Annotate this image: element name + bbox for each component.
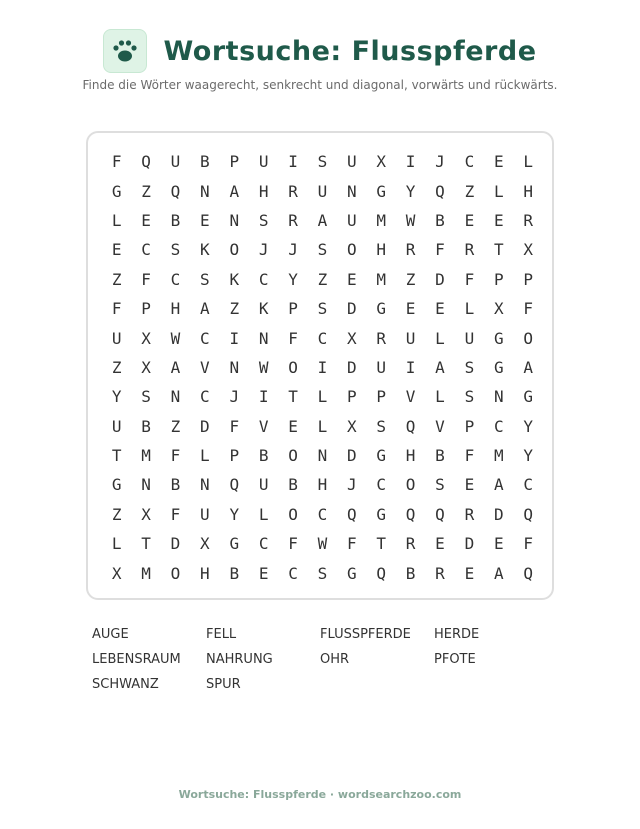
grid-cell[interactable]: P [288, 299, 298, 319]
grid-cell[interactable]: X [141, 504, 151, 524]
grid-cell[interactable]: F [111, 152, 122, 172]
grid-cell[interactable]: O [288, 504, 298, 524]
grid-cell[interactable]: S [200, 269, 210, 289]
grid-cell[interactable]: G [111, 181, 122, 201]
grid-cell[interactable]: S [317, 240, 328, 260]
grid-cell[interactable]: N [258, 328, 269, 348]
grid-cell[interactable]: E [493, 210, 504, 230]
grid-cell[interactable]: U [111, 328, 122, 348]
grid-cell[interactable]: L [523, 152, 533, 172]
grid-cell[interactable]: U [405, 328, 416, 348]
grid-cell[interactable]: O [523, 328, 533, 348]
grid-cell[interactable]: B [229, 563, 240, 583]
word-item: HERDE [434, 627, 480, 642]
grid-cell[interactable]: R [376, 328, 387, 348]
grid-cell[interactable]: E [435, 534, 445, 554]
grid-cell[interactable]: F [347, 534, 357, 554]
grid-cell[interactable]: G [376, 446, 387, 466]
grid-cell[interactable]: X [347, 328, 357, 348]
grid-cell[interactable]: W [170, 328, 181, 348]
word-item: OHR [320, 652, 350, 667]
grid-cell[interactable]: Z [170, 416, 181, 436]
grid-cell[interactable]: V [405, 387, 416, 407]
grid-cell[interactable]: T [141, 534, 151, 554]
grid-cell[interactable]: C [493, 416, 504, 436]
grid-cell[interactable]: F [111, 299, 122, 319]
grid-cell[interactable]: F [523, 534, 533, 554]
grid-cell[interactable]: T [376, 534, 387, 554]
grid-cell[interactable]: N [170, 387, 181, 407]
grid-cell[interactable]: N [493, 387, 504, 407]
grid-cell[interactable]: U [376, 357, 387, 377]
grid-cell[interactable]: F [170, 504, 181, 524]
grid-cell[interactable]: D [347, 446, 357, 466]
grid-cell[interactable]: R [435, 563, 445, 583]
grid-cell[interactable]: S [376, 416, 387, 436]
grid-cell[interactable]: F [435, 240, 445, 260]
word-item: PFOTE [434, 652, 476, 667]
grid-cell[interactable]: K [258, 299, 269, 319]
grid-cell[interactable]: Q [376, 563, 387, 583]
grid-cell[interactable]: B [170, 475, 181, 495]
grid-cell[interactable]: Q [170, 181, 181, 201]
grid-cell[interactable]: Z [405, 269, 416, 289]
grid-cell[interactable]: C [376, 475, 387, 495]
grid-cell[interactable]: V [200, 357, 210, 377]
grid-cell[interactable]: Q [523, 504, 533, 524]
word-item: LEBENSRAUM [92, 652, 181, 667]
grid-cell[interactable]: D [435, 269, 445, 289]
grid-cell[interactable]: E [464, 475, 475, 495]
grid-cell[interactable]: S [317, 299, 328, 319]
grid-cell[interactable]: K [200, 240, 210, 260]
grid-cell[interactable]: C [317, 504, 328, 524]
grid-cell[interactable]: R [464, 240, 475, 260]
grid-cell[interactable]: Z [111, 357, 122, 377]
grid-cell[interactable]: E [435, 299, 445, 319]
grid-cell[interactable]: X [200, 534, 210, 554]
grid-cell[interactable]: Y [229, 504, 240, 524]
grid-cell[interactable]: L [317, 416, 328, 436]
grid-cell[interactable]: X [376, 152, 387, 172]
grid-cell[interactable]: K [229, 269, 240, 289]
grid-cell[interactable]: B [435, 210, 445, 230]
grid-cell[interactable]: N [200, 475, 210, 495]
grid-cell[interactable]: L [317, 387, 328, 407]
grid-cell[interactable]: V [258, 416, 269, 436]
grid-cell[interactable]: H [170, 299, 181, 319]
grid-cell[interactable]: G [347, 563, 357, 583]
grid-cell[interactable]: A [200, 299, 210, 319]
grid-cell[interactable]: Z [111, 504, 122, 524]
grid-cell[interactable]: F [288, 534, 298, 554]
grid-cell[interactable]: D [200, 416, 210, 436]
grid-cell[interactable]: P [141, 299, 151, 319]
grid-cell[interactable]: M [141, 446, 151, 466]
grid-cell[interactable]: A [493, 475, 504, 495]
grid-cell[interactable]: G [493, 328, 504, 348]
grid-cell[interactable]: U [170, 152, 181, 172]
grid-cell[interactable]: F [464, 446, 475, 466]
grid-cell[interactable]: Z [111, 269, 122, 289]
grid-cell[interactable]: B [405, 563, 416, 583]
grid-cell[interactable]: X [493, 299, 504, 319]
grid-cell[interactable]: L [435, 328, 445, 348]
grid-cell[interactable]: G [493, 357, 504, 377]
grid-cell[interactable]: X [141, 357, 151, 377]
grid-cell[interactable]: A [170, 357, 181, 377]
grid-cell[interactable]: F [229, 416, 240, 436]
grid-cell[interactable]: E [493, 152, 504, 172]
grid-cell[interactable]: C [170, 269, 181, 289]
grid-cell[interactable]: E [405, 299, 416, 319]
grid-cell[interactable]: M [141, 563, 151, 583]
grid-cell[interactable]: A [523, 357, 533, 377]
grid-cell[interactable]: R [464, 504, 475, 524]
grid-cell[interactable]: N [347, 181, 357, 201]
grid-cell[interactable]: I [405, 357, 416, 377]
grid-cell[interactable]: Z [229, 299, 240, 319]
grid-cell[interactable]: J [435, 152, 445, 172]
grid-cell[interactable]: T [111, 446, 122, 466]
grid-cell[interactable]: S [170, 240, 181, 260]
grid-cell[interactable]: L [464, 299, 475, 319]
grid-cell[interactable]: W [405, 210, 416, 230]
grid-cell[interactable]: F [464, 269, 475, 289]
grid-cell[interactable]: Z [464, 181, 475, 201]
grid-cell[interactable]: L [258, 504, 269, 524]
grid-cell[interactable]: U [258, 152, 269, 172]
grid-cell[interactable]: B [170, 210, 181, 230]
grid-cell[interactable]: H [523, 181, 533, 201]
grid-cell[interactable]: J [258, 240, 269, 260]
grid-cell[interactable]: V [435, 416, 445, 436]
grid-cell[interactable]: L [435, 387, 445, 407]
grid-cell[interactable]: Y [288, 269, 298, 289]
grid-cell[interactable]: U [347, 210, 357, 230]
grid-cell[interactable]: S [464, 387, 475, 407]
grid-cell[interactable]: I [288, 152, 298, 172]
grid-cell[interactable]: W [317, 534, 328, 554]
grid-cell[interactable]: S [317, 563, 328, 583]
grid-cell[interactable]: D [464, 534, 475, 554]
grid-cell[interactable]: M [493, 446, 504, 466]
logo [103, 29, 147, 73]
grid-cell[interactable]: D [347, 357, 357, 377]
grid-cell[interactable]: Q [405, 416, 416, 436]
grid-cell[interactable]: P [523, 269, 533, 289]
grid-cell[interactable]: H [258, 181, 269, 201]
grid-cell[interactable]: B [258, 446, 269, 466]
grid-cell[interactable]: E [493, 534, 504, 554]
word-item: SCHWANZ [92, 677, 159, 692]
grid-cell[interactable]: Z [317, 269, 328, 289]
grid-cell[interactable]: E [288, 416, 298, 436]
grid-cell[interactable]: R [405, 534, 416, 554]
grid-cell[interactable]: Y [405, 181, 416, 201]
word-item: FELL [206, 627, 237, 642]
paw-icon [112, 39, 138, 63]
grid-cell[interactable]: I [317, 357, 328, 377]
instructions: Finde die Wörter waagerecht, senkrecht und diagonal, vorwärts und rückwärts. [82, 78, 558, 92]
grid-cell[interactable]: X [347, 416, 357, 436]
grid-cell[interactable]: P [229, 152, 240, 172]
grid-cell[interactable]: U [258, 475, 269, 495]
grid-cell[interactable]: R [288, 210, 298, 230]
grid-cell[interactable]: D [347, 299, 357, 319]
grid-cell[interactable]: L [493, 181, 504, 201]
grid-cell[interactable]: H [376, 240, 387, 260]
grid-cell[interactable]: W [258, 357, 269, 377]
grid-cell[interactable]: N [141, 475, 151, 495]
grid-cell[interactable]: C [141, 240, 151, 260]
grid-cell[interactable]: Q [435, 504, 445, 524]
grid-cell[interactable]: S [464, 357, 475, 377]
grid-cell[interactable]: C [258, 534, 269, 554]
grid-cell[interactable]: M [376, 269, 387, 289]
grid-cell[interactable]: G [111, 475, 122, 495]
grid-cell[interactable]: B [288, 475, 298, 495]
grid-cell[interactable]: E [200, 210, 210, 230]
grid-cell[interactable]: G [376, 504, 387, 524]
grid-cell[interactable]: S [141, 387, 151, 407]
grid-cell[interactable]: C [200, 328, 210, 348]
grid-cell[interactable]: N [200, 181, 210, 201]
grid-cell[interactable]: I [405, 152, 416, 172]
grid-cell[interactable]: A [435, 357, 445, 377]
footer: Wortsuche: Flusspferde · wordsearchzoo.com [178, 788, 462, 801]
word-item: AUGE [92, 627, 129, 642]
grid-cell[interactable]: H [317, 475, 328, 495]
grid-cell[interactable]: A [493, 563, 504, 583]
letter-grid [102, 147, 543, 588]
grid-cell[interactable]: S [435, 475, 445, 495]
grid-cell[interactable]: A [229, 181, 240, 201]
grid-cell[interactable]: B [200, 152, 210, 172]
word-list [92, 624, 548, 699]
word-item: NAHRUNG [206, 652, 273, 667]
grid-cell[interactable]: I [229, 328, 240, 348]
grid-cell[interactable]: N [229, 210, 240, 230]
grid-cell[interactable]: N [229, 357, 240, 377]
grid-cell[interactable]: Q [229, 475, 240, 495]
grid-cell[interactable]: P [464, 416, 475, 436]
grid-cell[interactable]: L [200, 446, 210, 466]
grid-cell[interactable]: R [288, 181, 298, 201]
grid-cell[interactable]: Q [435, 181, 445, 201]
grid-cell[interactable]: U [200, 504, 210, 524]
grid-cell[interactable]: G [376, 299, 387, 319]
word-item: FLUSSPFERDE [320, 627, 411, 642]
grid-cell[interactable]: N [317, 446, 328, 466]
grid-cell[interactable]: E [464, 210, 475, 230]
grid-cell[interactable]: U [317, 181, 328, 201]
grid-cell[interactable]: S [317, 152, 328, 172]
grid-cell[interactable]: E [111, 240, 122, 260]
grid-cell[interactable]: D [170, 534, 181, 554]
grid-cell[interactable]: Q [405, 504, 416, 524]
grid-cell[interactable]: Z [141, 181, 151, 201]
grid-cell[interactable]: Y [523, 416, 533, 436]
grid-cell[interactable]: E [347, 269, 357, 289]
header [0, 28, 640, 74]
word-item: SPUR [206, 677, 241, 692]
grid-cell[interactable]: H [200, 563, 210, 583]
grid-cell[interactable]: U [464, 328, 475, 348]
grid-cell[interactable]: G [229, 534, 240, 554]
grid-cell[interactable]: I [258, 387, 269, 407]
grid-cell[interactable]: F [141, 269, 151, 289]
grid-cell[interactable]: H [405, 446, 416, 466]
grid-cell[interactable]: C [317, 328, 328, 348]
grid-cell[interactable]: P [347, 387, 357, 407]
grid-cell[interactable]: O [170, 563, 181, 583]
grid-cell[interactable]: O [347, 240, 357, 260]
puzzle-board [86, 131, 554, 600]
grid-cell[interactable]: C [523, 475, 533, 495]
grid-cell[interactable]: R [523, 210, 533, 230]
grid-cell[interactable]: X [141, 328, 151, 348]
grid-cell[interactable]: Q [523, 563, 533, 583]
grid-cell[interactable]: O [288, 357, 298, 377]
grid-cell[interactable]: E [141, 210, 151, 230]
grid-cell[interactable]: R [405, 240, 416, 260]
grid-cell[interactable]: C [200, 387, 210, 407]
grid-cell[interactable]: Q [347, 504, 357, 524]
grid-cell[interactable]: F [523, 299, 533, 319]
grid-cell[interactable]: C [464, 152, 475, 172]
grid-cell[interactable]: P [229, 446, 240, 466]
grid-cell[interactable]: D [493, 504, 504, 524]
grid-cell[interactable]: Y [523, 446, 533, 466]
grid-cell[interactable]: L [111, 210, 122, 230]
grid-cell[interactable]: J [347, 475, 357, 495]
grid-cell[interactable]: T [288, 387, 298, 407]
grid-cell[interactable]: U [111, 416, 122, 436]
grid-cell[interactable]: B [435, 446, 445, 466]
grid-cell[interactable]: A [317, 210, 328, 230]
grid-cell[interactable]: S [258, 210, 269, 230]
grid-cell[interactable]: O [405, 475, 416, 495]
grid-cell[interactable]: X [111, 563, 122, 583]
grid-cell[interactable]: P [376, 387, 387, 407]
grid-cell[interactable]: G [376, 181, 387, 201]
grid-cell[interactable]: C [258, 269, 269, 289]
grid-cell[interactable]: P [493, 269, 504, 289]
page-title: Wortsuche: Flusspferde [163, 35, 537, 67]
grid-cell[interactable]: F [288, 328, 298, 348]
grid-cell[interactable]: E [464, 563, 475, 583]
grid-cell[interactable]: B [141, 416, 151, 436]
grid-cell[interactable]: J [229, 387, 240, 407]
grid-cell[interactable]: Q [141, 152, 151, 172]
grid-cell[interactable]: M [376, 210, 387, 230]
grid-cell[interactable]: G [523, 387, 533, 407]
grid-cell[interactable]: X [523, 240, 533, 260]
grid-cell[interactable]: J [288, 240, 298, 260]
grid-cell[interactable]: C [288, 563, 298, 583]
grid-cell[interactable]: U [347, 152, 357, 172]
grid-cell[interactable]: E [258, 563, 269, 583]
grid-cell[interactable]: O [229, 240, 240, 260]
grid-cell[interactable]: Y [111, 387, 122, 407]
grid-cell[interactable]: T [493, 240, 504, 260]
grid-cell[interactable]: L [111, 534, 122, 554]
grid-cell[interactable]: O [288, 446, 298, 466]
grid-cell[interactable]: F [170, 446, 181, 466]
